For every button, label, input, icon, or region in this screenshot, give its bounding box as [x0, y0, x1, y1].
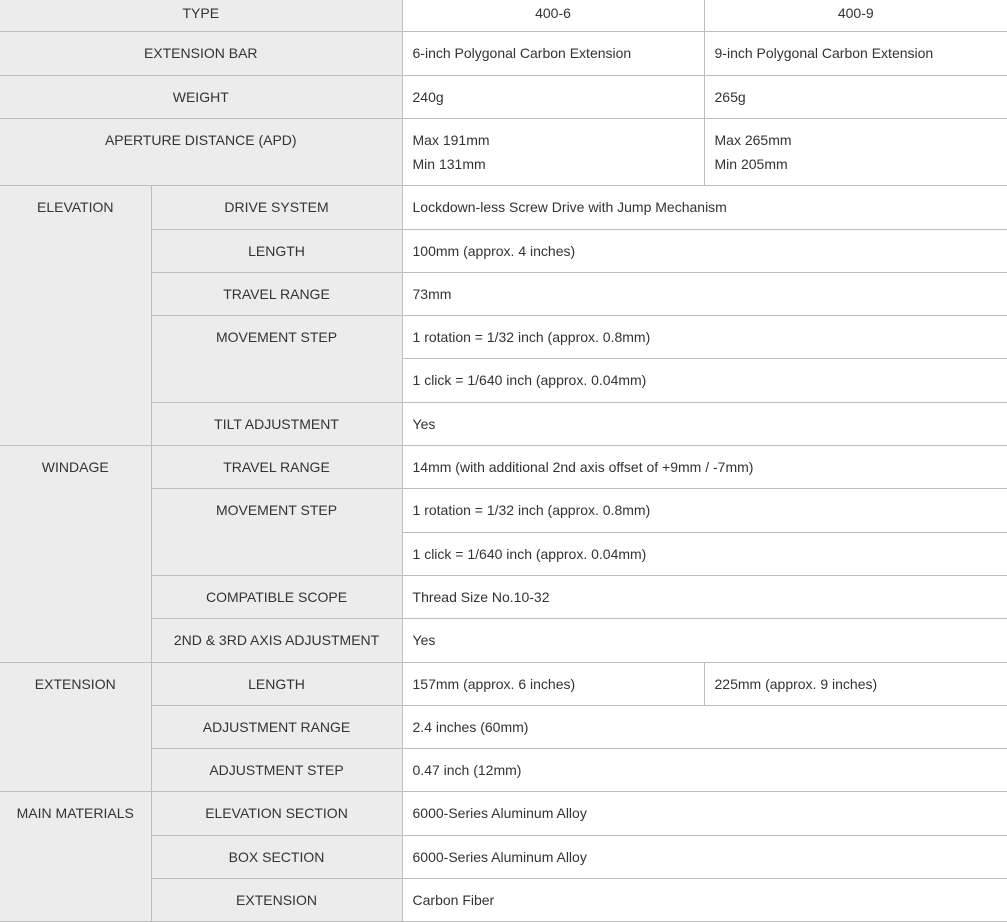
- windage-travel-range-row: [0, 446, 1007, 489]
- windage-movement-step-click: 1 click = 1/640 inch (approx. 0.04mm): [402, 533, 1007, 576]
- elevation-section-row: [0, 792, 1007, 836]
- apd-400-6: [402, 119, 704, 186]
- elevation-drive-system-row: [0, 186, 1007, 230]
- extension-length-row: [0, 663, 1007, 706]
- elevation-length-row: [0, 230, 1007, 273]
- extension-bar-label: EXTENSION BAR: [0, 32, 402, 76]
- elevation-section-label: ELEVATION SECTION: [151, 792, 402, 836]
- apd-400-9: [704, 119, 1007, 186]
- adjustment-range-label: ADJUSTMENT RANGE: [151, 706, 402, 749]
- windage-travel-range-value: 14mm (with additional 2nd axis offset of +9mm / -7mm): [402, 446, 1007, 489]
- box-section-row: [0, 836, 1007, 879]
- adjustment-step-row: [0, 749, 1007, 792]
- elevation-travel-range-label: TRAVEL RANGE: [151, 273, 402, 316]
- windage-travel-range-label: TRAVEL RANGE: [151, 446, 402, 489]
- header-row: [0, 0, 1007, 32]
- extension-group-label: EXTENSION: [0, 663, 151, 792]
- apd-400-6-min: Min 131mm: [412, 156, 486, 172]
- weight-400-6: 240g: [402, 76, 704, 119]
- windage-group-label: WINDAGE: [0, 446, 151, 663]
- elevation-movement-step-label: MOVEMENT STEP: [151, 316, 402, 403]
- axis-adjustment-row: [0, 619, 1007, 663]
- materials-group-label: MAIN MATERIALS: [0, 792, 151, 922]
- box-section-label: BOX SECTION: [151, 836, 402, 879]
- compatible-scope-row: [0, 576, 1007, 619]
- axis-adjustment-label: 2ND & 3RD AXIS ADJUSTMENT: [151, 619, 402, 663]
- materials-extension-label: EXTENSION: [151, 879, 402, 922]
- box-section-value: 6000-Series Aluminum Alloy: [402, 836, 1007, 879]
- compatible-scope-value: Thread Size No.10-32: [402, 576, 1007, 619]
- materials-extension-value: Carbon Fiber: [402, 879, 1007, 922]
- elevation-movement-step-row: [0, 316, 1007, 359]
- apd-400-9-min: Min 205mm: [714, 156, 788, 172]
- adjustment-step-value: 0.47 inch (12mm): [402, 749, 1007, 792]
- compatible-scope-label: COMPATIBLE SCOPE: [151, 576, 402, 619]
- windage-movement-step-rotation: 1 rotation = 1/32 inch (approx. 0.8mm): [402, 489, 1007, 533]
- tilt-adjustment-value: Yes: [402, 403, 1007, 446]
- elevation-length-value: 100mm (approx. 4 inches): [402, 230, 1007, 273]
- model-400-9-header: 400-9: [704, 0, 1007, 32]
- elevation-group-label: ELEVATION: [0, 186, 151, 446]
- drive-system-label: DRIVE SYSTEM: [151, 186, 402, 230]
- axis-adjustment-value: Yes: [402, 619, 1007, 663]
- elevation-movement-step-rotation: 1 rotation = 1/32 inch (approx. 0.8mm): [402, 316, 1007, 359]
- elevation-travel-range-row: [0, 273, 1007, 316]
- model-400-6-header: 400-6: [402, 0, 704, 32]
- apd-400-6-max: Max 191mm: [412, 132, 490, 148]
- adjustment-range-value: 2.4 inches (60mm): [402, 706, 1007, 749]
- drive-system-value: Lockdown-less Screw Drive with Jump Mechanism: [402, 186, 1007, 230]
- windage-movement-step-row: [0, 489, 1007, 533]
- apd-400-9-max: Max 265mm: [714, 132, 792, 148]
- adjustment-range-row: [0, 706, 1007, 749]
- materials-extension-row: [0, 879, 1007, 922]
- elevation-travel-range-value: 73mm: [402, 273, 1007, 316]
- extension-bar-row: [0, 32, 1007, 76]
- extension-length-label: LENGTH: [151, 663, 402, 706]
- extension-bar-400-6: 6-inch Polygonal Carbon Extension: [402, 32, 704, 76]
- windage-movement-step-label: MOVEMENT STEP: [151, 489, 402, 576]
- type-header: TYPE: [0, 0, 402, 32]
- apd-row: [0, 119, 1007, 186]
- extension-length-400-9: 225mm (approx. 9 inches): [704, 663, 1007, 706]
- elevation-tilt-row: [0, 403, 1007, 446]
- weight-400-9: 265g: [704, 76, 1007, 119]
- extension-length-400-6: 157mm (approx. 6 inches): [402, 663, 704, 706]
- elevation-length-label: LENGTH: [151, 230, 402, 273]
- weight-label: WEIGHT: [0, 76, 402, 119]
- tilt-adjustment-label: TILT ADJUSTMENT: [151, 403, 402, 446]
- elevation-movement-step-click: 1 click = 1/640 inch (approx. 0.04mm): [402, 359, 1007, 403]
- extension-bar-400-9: 9-inch Polygonal Carbon Extension: [704, 32, 1007, 76]
- apd-label: APERTURE DISTANCE (APD): [0, 119, 402, 186]
- adjustment-step-label: ADJUSTMENT STEP: [151, 749, 402, 792]
- elevation-section-value: 6000-Series Aluminum Alloy: [402, 792, 1007, 836]
- weight-row: [0, 76, 1007, 119]
